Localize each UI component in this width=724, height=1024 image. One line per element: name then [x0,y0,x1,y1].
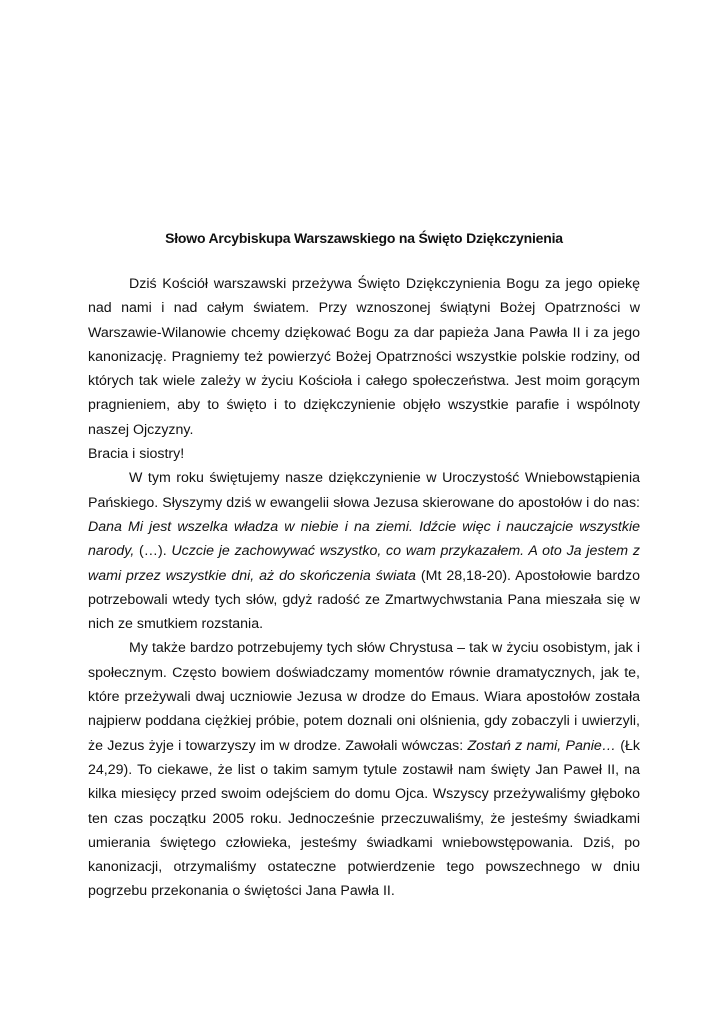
paragraph-3-text-a: W tym roku świętujemy nasze dziękczynienie w Uroczystość Wniebowstąpienia Pańskiego. Słyszymy dziś w ewangelii słowa Jezusa skierowane do apostołów i do nas: [88,470,640,511]
document-title: Słowo Arcybiskupa Warszawskiego na Święto Dziękczynienia [165,230,563,246]
paragraph-1: Dziś Kościół warszawski przeżywa Święto Dziękczynienia Bogu za jego opiekę nad nami i nad całym światem. Przy wznoszonej świątyni Bożej Opatrzności w Warszawie-Wilanowie chcemy dziękować Bogu za dar papieża Jana Pawła II i za jego kanonizację. Pragniemy też powierzyć Bożej Opatrzności wszystkie polskie rodziny, od których tak wiele zależy w życiu Kościoła i całego społeczeństwa. Jest moim gorącym pragnieniem, aby to święto i to dziękczynienie objęło wszystkie parafie i wspólnoty naszej Ojczyzny. [88,276,640,438]
gospel-quote-2: Uczcie je zachowywać wszystko, co wam przykazałem. A oto Ja jestem z wami przez wszystkie dni, aż do skończenia świata [88,543,640,584]
paragraph-3-text-e: (Mt 28,18-20). Apostołowie bardzo potrzebowali wtedy tych słów, gdyż radość ze Zmartwychwstania Pana mieszała się w nich ze smutkiem rozstania. [88,567,640,633]
paragraph-greeting: Bracia i siostry! [88,446,185,463]
document-page [88,226,640,904]
paragraph-3-text-c: (…). [134,543,172,560]
gospel-quote-1: Dana Mi jest wszelka władza w niebie i na ziemi. Idźcie więc i nauczajcie wszystkie narody, [88,518,640,560]
paragraph-4 [88,636,640,903]
paragraph-3 [88,466,640,636]
emmaus-quote: Zostań z nami, Panie… [467,737,616,754]
paragraph-4-text-a: My także bardzo potrzebujemy tych słów Chrystusa – tak w życiu osobistym, jak i społecznym. Często bowiem doświadczamy momentów równie dramatycznych, jak te, które przeżywali dwaj uczniowie Jezusa w drodze do Emaus. Wiara apostołów została najpierw poddana ciężkiej próbie, potem doznali oni olśnienia, gdy zobaczyli i uwierzyli, że Jezus żyje i towarzyszy im w drodze. Zawołali wówczas: [88,640,640,754]
paragraph-4-text-c: (Łk 24,29). To ciekawe, że list o takim samym tytule zostawił nam święty Jan Paweł II, na kilka miesięcy przed swoim odejściem do domu Ojca. Wszyscy przeżywaliśmy głęboko ten czas początku 2005 roku. Jednocześnie przeczuwaliśmy, że jesteśmy świadkami umierania świętego człowieka, jesteśmy świadkami wniebowstępowania. Dziś, po kanonizacji, otrzymaliśmy ostateczne potwierdzenie tego powszechnego w dniu pogrzebu przekonania o świętości Jana Pawła II. [88,737,640,900]
